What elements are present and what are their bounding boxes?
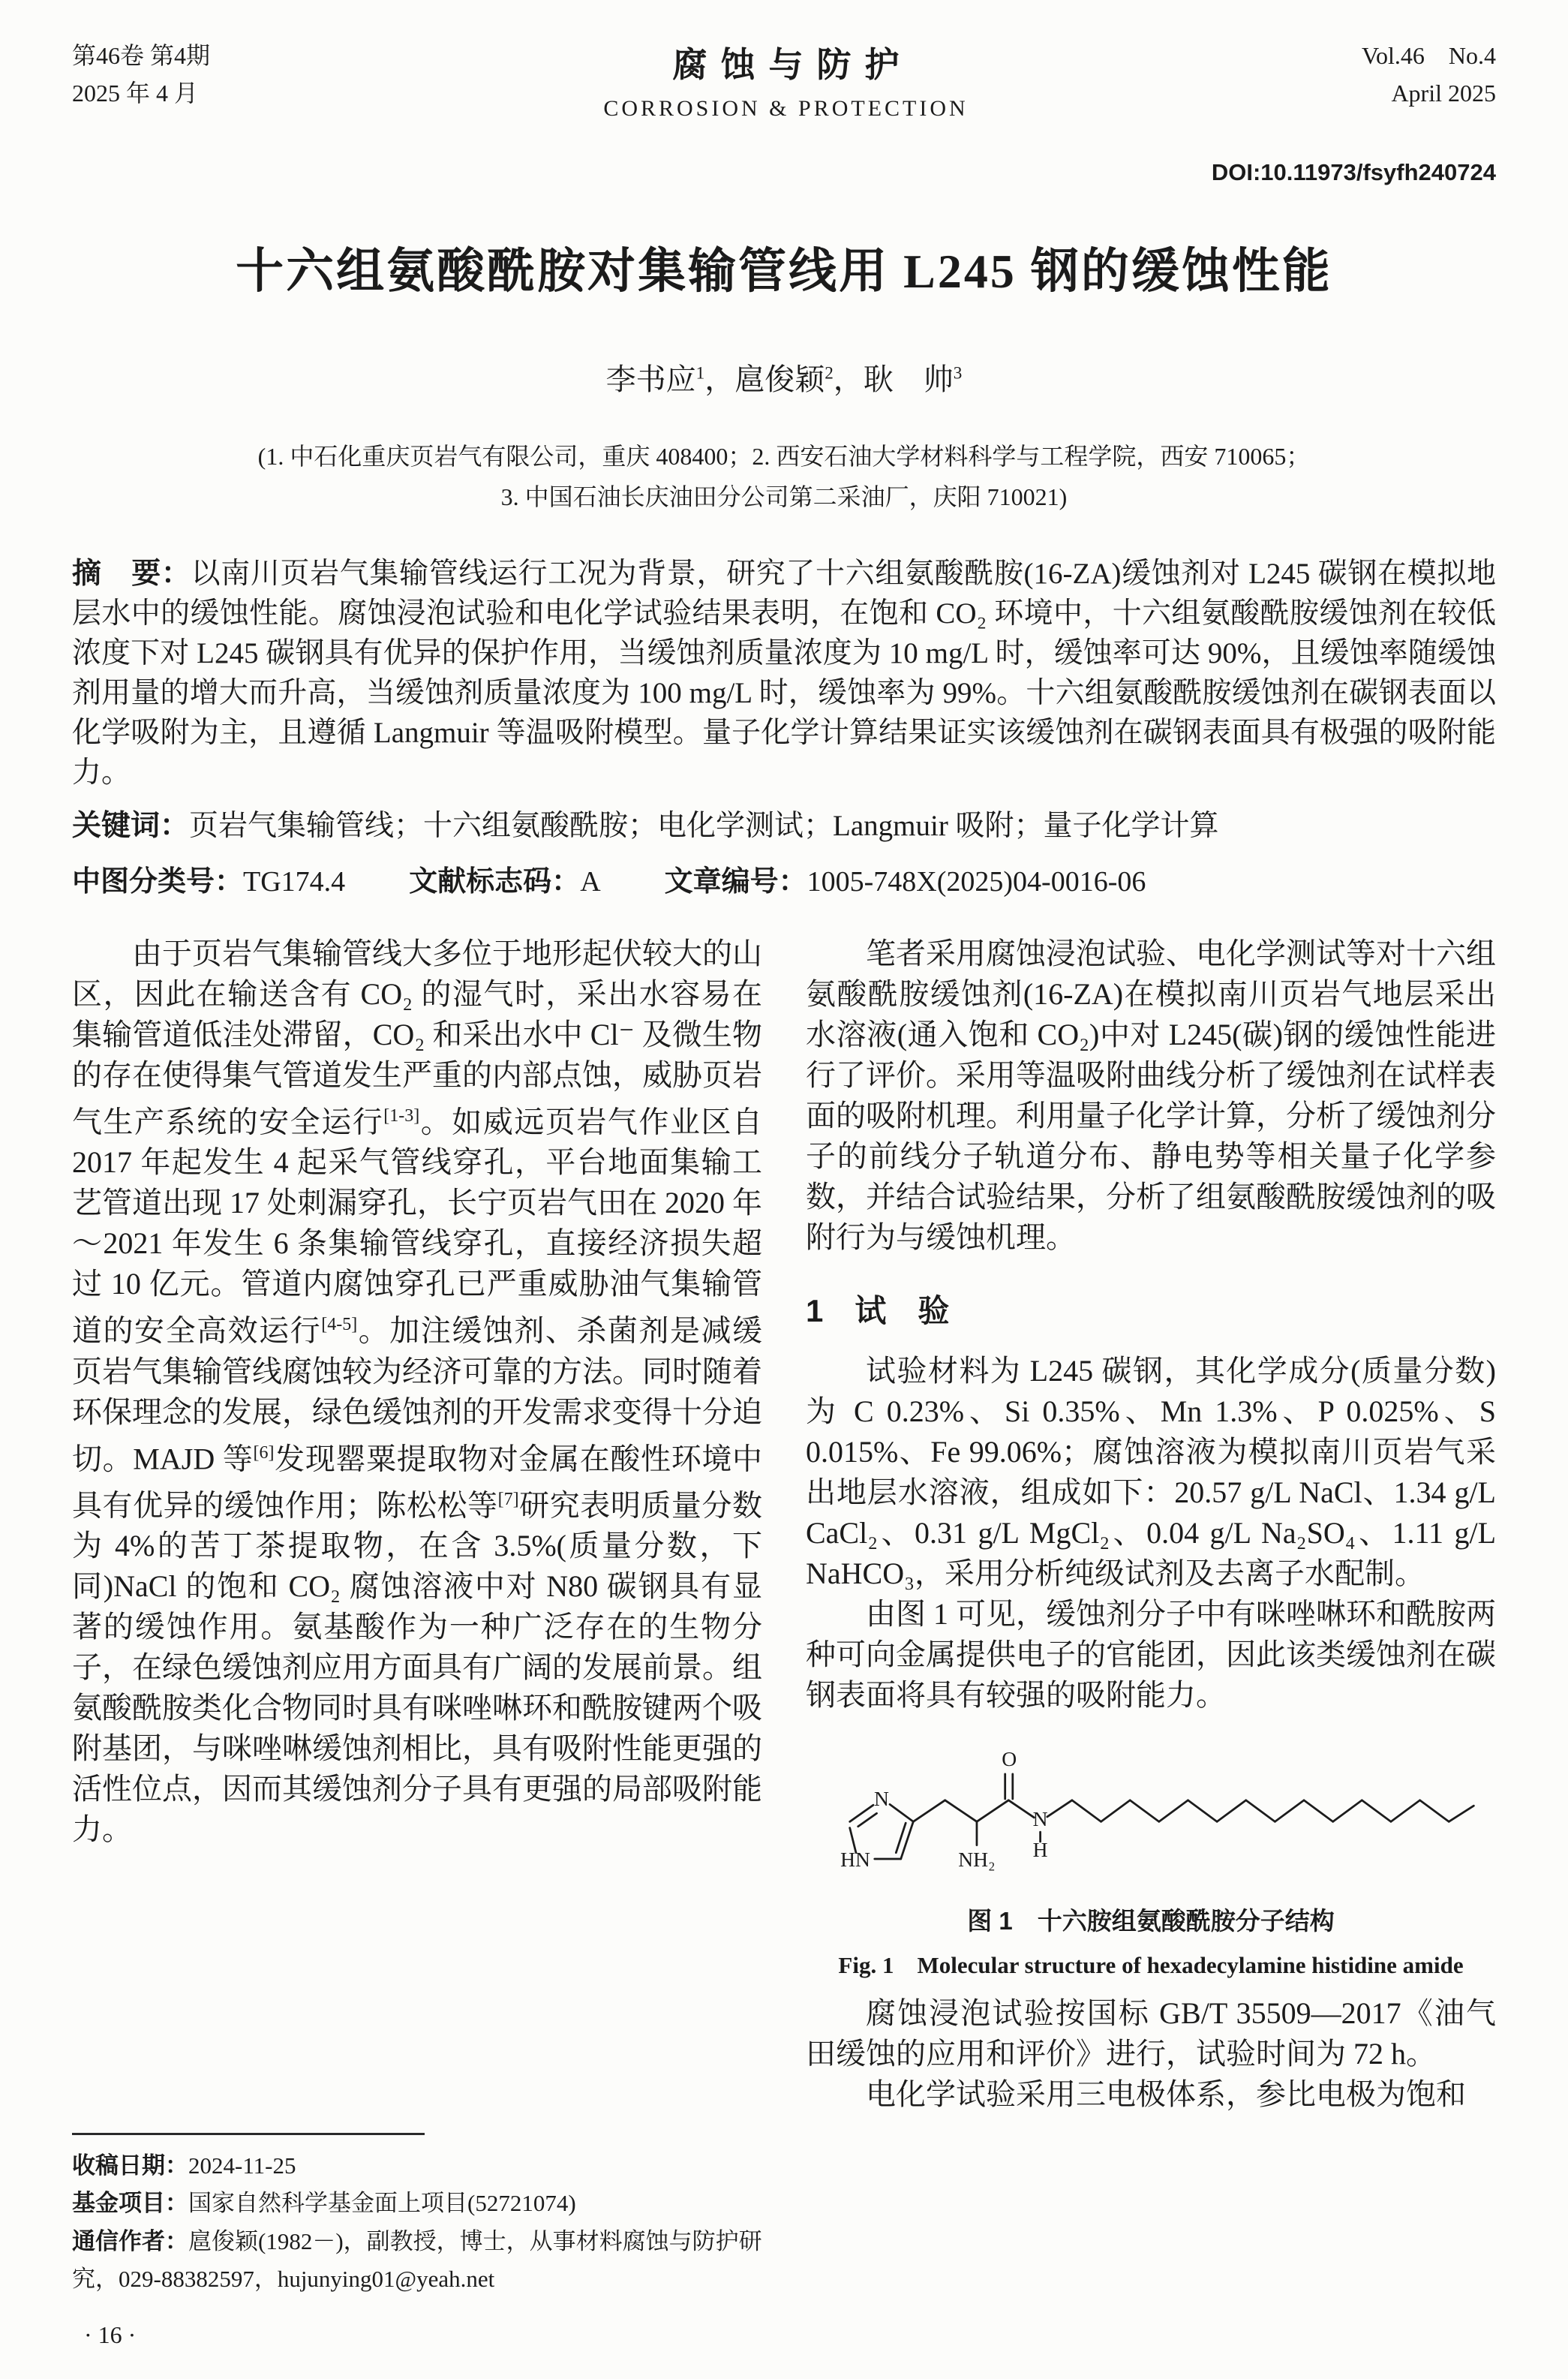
author-affiliation-marker: 2 xyxy=(825,363,834,383)
carbonyl-oxygen-label: O xyxy=(1002,1746,1017,1770)
paragraph-figure-intro: 由图 1 可见，缓蚀剂分子中有咪唑啉环和酰胺两种可向金属提供电子的官能团，因此该类缓蚀剂在碳钢表面将具有较强的吸附能力。 xyxy=(806,1597,1496,1712)
author-name: 李书应 xyxy=(605,362,696,396)
clc-label: 中图分类号： xyxy=(72,866,244,898)
fund-project xyxy=(72,2185,762,2222)
left-column xyxy=(72,934,762,2379)
section-number: 1 xyxy=(806,1293,824,1328)
clc-number xyxy=(72,858,345,899)
section-heading-1 xyxy=(806,1286,1496,1331)
article-id xyxy=(665,858,1146,899)
article-id-label: 文章编号： xyxy=(664,866,807,898)
received-date-label: 收稿日期： xyxy=(72,2152,188,2179)
affiliations xyxy=(72,436,1496,518)
article-id-value: 1005-748X(2025)04-0016-06 xyxy=(807,866,1146,898)
footnotes-block xyxy=(72,2133,762,2379)
document-code-value: A xyxy=(580,866,601,898)
paragraph-introduction: 由于页岩气集输管线大多位于地形起伏较大的山区，因此在输送含有 CO₂ 的湿气时，采出水容易在集输管道低洼处滞留，CO₂ 和采出水中 Cl⁻ 及微生物的存在使得集气管道发生严重的内部点蚀，威胁页岩气生产系统的安全运行[1-3]。如威远页岩气作业区自 2017 年起发生 4 起采气管线穿孔，平台地面集输工艺管道出现 17 处刺漏穿孔，长宁页岩气田在 2020 年～2021 年发生 6 条集输管线穿孔，直接经济损失超过 10 亿元。管道内腐蚀穿孔已严重威胁油气集输管道的安全高效运行[4-5]。加注缓蚀剂、杀菌剂是减缓页岩气集输管线腐蚀较为经济可靠的方法。同时随着环保理念的发展，绿色缓蚀剂的开发需求变得十分迫切。MAJD 等[6]发现罂粟提取物对金属在酸性环境中具有优异的缓蚀作用；陈松松等[7]研究表明质量分数为 4%的苦丁茶提取物，在含 3.5%(质量分数，下同)NaCl 的饱和 CO₂ 腐蚀溶液中对 N80 碳钢具有显著的缓蚀作用。氨基酸作为一种广泛存在的生物分子，在绿色缓蚀剂应用方面具有广阔的发展前景。组氨酸酰胺类化合物同时具有咪唑啉环和酰胺键两个吸附基团，与咪唑啉缓蚀剂相比，具有吸附性能更强的活性位点，因而其缓蚀剂分子具有更强的局部吸附能力。 xyxy=(72,937,763,1847)
abstract xyxy=(72,554,1496,792)
footnote-divider xyxy=(72,2133,425,2135)
issue-date-cn: 2025 年 4 月 xyxy=(72,79,199,107)
clc-value: TG174.4 xyxy=(243,866,346,898)
author xyxy=(864,362,963,396)
figure-caption-en: Fig. 1 Molecular structure of hexadecylamine histidine amide xyxy=(838,1951,1464,1978)
abstract-text: 以南川页岩气集输管线运行工况为背景，研究了十六组氨酸酰胺(16-ZA)缓蚀剂对 L245 碳钢在模拟地层水中的缓蚀性能。腐蚀浸泡试验和电化学试验结果表明，在饱和 CO₂ 环境中，十六组氨酸酰胺缓蚀剂在较低浓度下对 L245 碳钢具有优异的保护作用，当缓蚀剂质量浓度为 10 mg/L 时，缓蚀率可达 90%，且缓蚀率随缓蚀剂用量的增大而升高，当缓蚀剂质量浓度为 100 mg/L 时，缓蚀率为 99%。十六组氨酸酰胺缓蚀剂在碳钢表面以化学吸附为主，且遵循 Langmuir 等温吸附模型。量子化学计算结果证实该缓蚀剂在碳钢表面具有极强的吸附能力。 xyxy=(72,557,1496,789)
amide-hydrogen-label: H xyxy=(1032,1838,1048,1862)
issue-info-en xyxy=(1362,38,1496,112)
paragraph-overview: 笔者采用腐蚀浸泡试验、电化学测试等对十六组氨酸酰胺缓蚀剂(16-ZA)在模拟南川页岩气地层采出水溶液(通入饱和 CO₂)中对 L245(碳)钢的缓蚀性能进行了评价。采用等温吸附曲线分析了缓蚀剂在试样表面的吸附机理。利用量子化学计算，分析了缓蚀剂分子的前线分子轨道分布、静电势等相关量子化学参数，并结合试验结果，分析了组氨酸酰胺缓蚀剂的吸附行为与缓蚀机理。 xyxy=(806,937,1496,1254)
journal-title-block xyxy=(603,38,968,122)
fund-project-label: 基金项目： xyxy=(72,2190,188,2217)
issue-date-en: April 2025 xyxy=(1391,79,1496,107)
two-column-body xyxy=(72,934,1496,2379)
right-column xyxy=(806,934,1496,2379)
ring-nitrogen-label: N xyxy=(874,1787,890,1811)
paragraph-immersion-test: 腐蚀浸泡试验按国标 GB/T 35509—2017《油气田缓蚀的应用和评价》进行，试验时间为 72 h。 xyxy=(806,1996,1496,2071)
journal-running-head xyxy=(72,38,1496,122)
corresponding-author-value: 扈俊颖(1982－)，副教授，博士，从事材料腐蚀与防护研究，029-88382597，hujunying01@yeah.net xyxy=(72,2227,762,2292)
atom-labels xyxy=(840,1747,1048,1871)
volume-issue-en: Vol.46 No.4 xyxy=(1361,42,1496,69)
keywords-label: 关键词： xyxy=(72,809,190,842)
corresponding-author xyxy=(72,2223,762,2298)
author-affiliation-marker: 1 xyxy=(695,363,705,383)
document-code xyxy=(409,858,600,899)
keywords-text: 页岩气集输管线；十六组氨酸酰胺；电化学测试；Langmuir 吸附；量子化学计算 xyxy=(189,809,1219,842)
journal-title-cn: 腐蚀与防护 xyxy=(672,46,913,84)
volume-issue-cn: 第46卷 第4期 xyxy=(72,42,211,69)
paragraph-electrochemical-test: 电化学试验采用三电极体系，参比电极为饱和 xyxy=(866,2077,1466,2111)
amine-group-label: NH₂ xyxy=(958,1848,996,1872)
page-number: · 16 · xyxy=(84,2321,137,2348)
document-code-label: 文献标志码： xyxy=(409,866,581,898)
molecule-structure-drawing xyxy=(813,1738,1489,1887)
author-separator: ， xyxy=(833,362,864,396)
abstract-label: 摘 要： xyxy=(72,557,191,590)
section-title: 试 验 xyxy=(855,1293,950,1328)
classification-row xyxy=(72,858,1496,899)
ring-nh-label: HN xyxy=(840,1848,871,1872)
received-date xyxy=(72,2147,762,2185)
received-date-value: 2024-11-25 xyxy=(188,2152,296,2179)
figure-caption-cn: 图 1 十六胺组氨酸酰胺分子结构 xyxy=(967,1906,1335,1935)
paragraph-materials: 试验材料为 L245 碳钢，其化学成分(质量分数)为 C 0.23%、Si 0.35%、Mn 1.3%、P 0.025%、S 0.015%、Fe 99.06%；腐蚀溶液为模拟南川页岩气采出地层水溶液，组成如下：20.57 g/L NaCl、1.34 g/L CaCl₂、0.31 g/L MgCl₂、0.04 g/L Na₂SO₄、1.11 g/L NaHCO₃，采用分析纯级试剂及去离子水配制。 xyxy=(806,1354,1496,1590)
journal-title-en: CORROSION & PROTECTION xyxy=(603,96,969,121)
article-title: 十六组氨酸酰胺对集输管线用 L245 钢的缓蚀性能 xyxy=(236,245,1332,298)
issue-info-cn xyxy=(72,38,210,112)
affiliation-line: (1. 中石化重庆页岩气有限公司，重庆 408400；2. 西安石油大学材料科学与工程学院，西安 710065； xyxy=(257,443,1311,470)
author-name: 耿 帅 xyxy=(863,362,954,396)
author-affiliation-marker: 3 xyxy=(953,363,963,383)
author-name: 扈俊颖 xyxy=(734,362,825,396)
author xyxy=(734,362,834,396)
keywords xyxy=(72,806,1496,846)
author-separator: ， xyxy=(704,362,735,396)
corresponding-author-label: 通信作者： xyxy=(72,2227,188,2254)
amide-nitrogen-label: N xyxy=(1032,1806,1048,1830)
fund-project-value: 国家自然科学基金面上项目(52721074) xyxy=(188,2190,576,2217)
authors-line xyxy=(72,356,1496,399)
figure-1 xyxy=(806,1738,1496,1980)
author xyxy=(606,362,705,396)
affiliation-line: 3. 中国石油长庆油田分公司第二采油厂，庆阳 710021) xyxy=(500,483,1068,511)
doi: DOI:10.11973/fsyfh240724 xyxy=(1211,159,1496,185)
